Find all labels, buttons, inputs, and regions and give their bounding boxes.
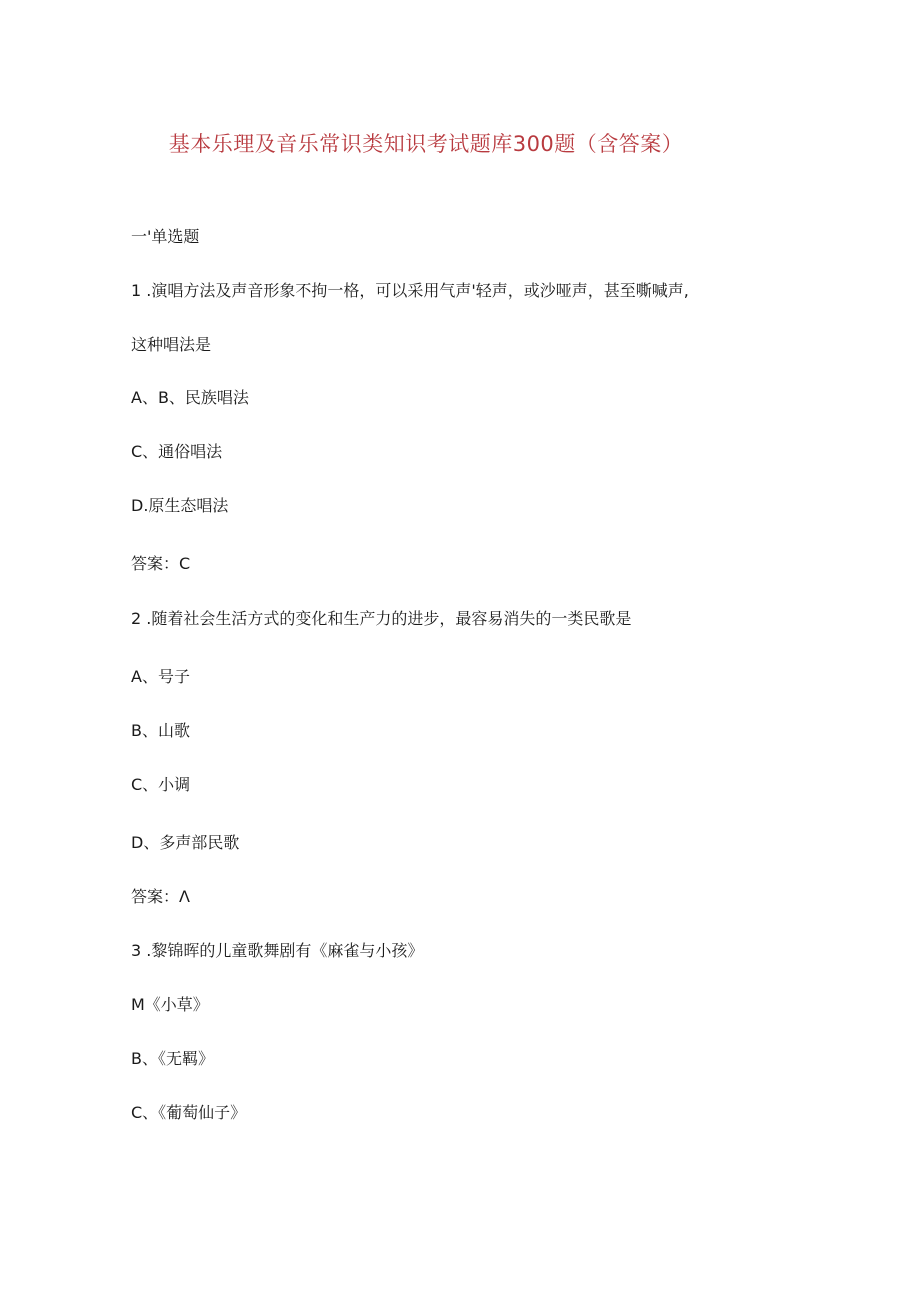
question-stem: 2 .随着社会生活方式的变化和生产力的进步，最容易消失的一类民歌是 [131,609,632,628]
question-stem: 1 .演唱方法及声音形象不拘一格，可以采用气声'轻声，或沙哑声，甚至嘶喊声, [131,281,689,300]
question-option: M《小草》 [131,995,209,1014]
question-option: C、《葡萄仙子》 [131,1103,247,1122]
section-heading: 一'单选题 [131,227,200,246]
question-option: D、多声部民歌 [131,833,240,852]
question-option: A、B、民族唱法 [131,388,249,407]
question-option: C、通俗唱法 [131,442,223,461]
question-option: B、《无羁》 [131,1049,214,1068]
question-stem: 3 .黎锦晖的儿童歌舞剧有《麻雀与小孩》 [131,941,424,960]
question-answer: 答案：Λ [131,887,190,906]
question-option: B、山歌 [131,721,190,740]
question-option: C、小调 [131,775,191,794]
question-option: A、号子 [131,667,190,686]
question-answer: 答案：C [131,554,191,573]
question-option: D.原生态唱法 [131,496,229,515]
document-title: 基本乐理及音乐常识类知识考试题库300题（含答案） [168,132,684,156]
question-stem: 这种唱法是 [131,335,212,354]
